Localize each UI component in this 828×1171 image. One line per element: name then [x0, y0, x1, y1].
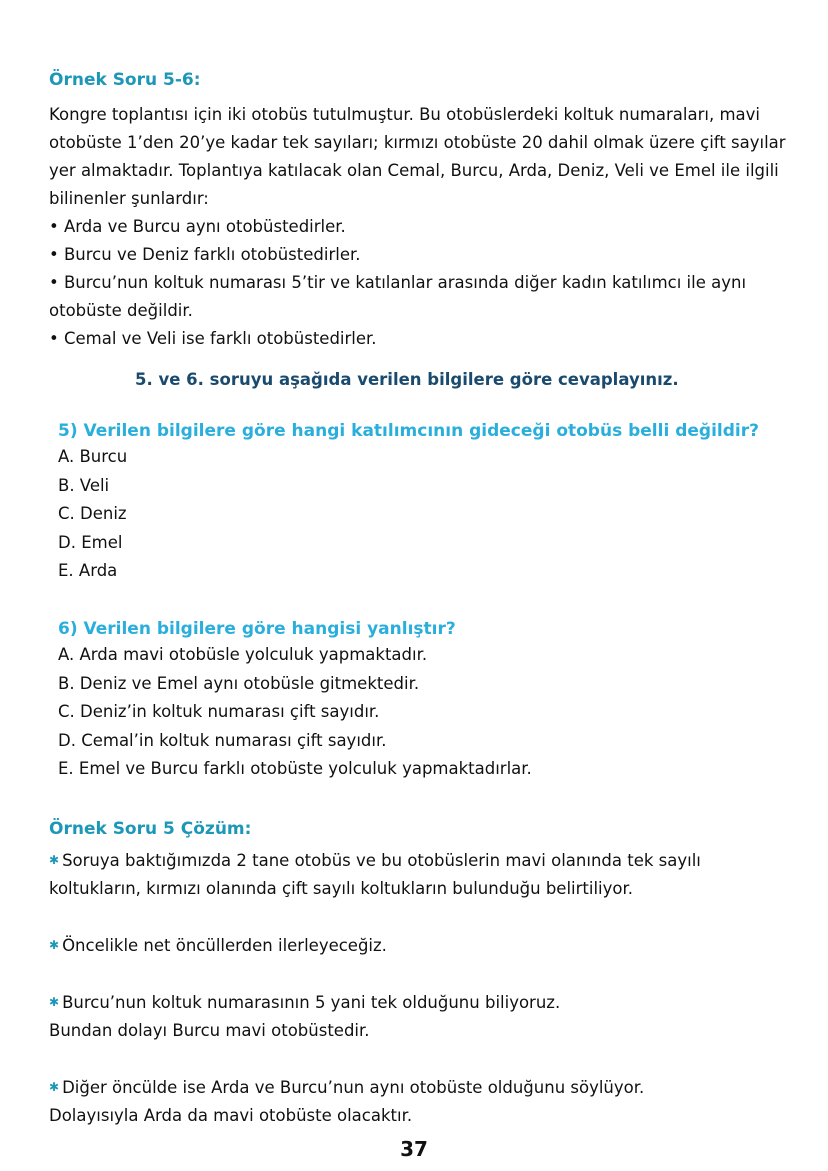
answer-option: D. Emel	[58, 532, 123, 552]
answer-option: E. Arda	[58, 561, 118, 580]
question-6	[58, 619, 798, 784]
solution-step-1	[49, 846, 794, 903]
solution-text: Soruya baktığımızda 2 tane otobüs ve bu otobüslerin mavi olanında tek sayılı koltukların, kırmızı olanında çift sayılı koltukların bulunduğu belirtiliyor.	[49, 851, 701, 898]
question-5-options	[58, 443, 798, 586]
intro-block	[49, 101, 794, 353]
answer-option: A. Burcu	[58, 447, 128, 466]
solution-text: Dolayısıyla Arda da mavi otobüste olacaktır.	[49, 1106, 413, 1125]
instruction-note: 5. ve 6. soruyu aşağıda verilen bilgilere göre cevaplayınız.	[135, 370, 679, 389]
solution-text: Öncelikle net öncüllerden ilerleyeceğiz.	[62, 936, 387, 955]
answer-option: C. Deniz	[58, 504, 127, 523]
answer-option: C. Deniz’in koltuk numarası çift sayıdır.	[58, 702, 380, 721]
answer-option: B. Deniz ve Emel aynı otobüsle gitmektedir.	[58, 673, 420, 693]
intro-bullet: • Arda ve Burcu aynı otobüstedirler.	[49, 217, 346, 236]
question-6-options	[58, 641, 798, 784]
bullet-icon: ✱	[49, 1080, 60, 1094]
intro-paragraph: Kongre toplantısı için iki otobüs tutulmuştur. Bu otobüslerdeki koltuk numaraları, mavi otobüste 1’den 20’ye kadar tek sayıları; kırmızı otobüste 20 dahil olmak üzere çift sayılar yer almaktadır. Toplantıya katılacak olan Cemal, Burcu, Arda, Deniz, Veli ve Emel ile ilgili bilinenler şunlardır:	[49, 105, 786, 208]
question-5	[58, 421, 798, 586]
answer-option: A. Arda mavi otobüsle yolculuk yapmaktadır.	[58, 645, 428, 664]
intro-bullet: • Burcu’nun koltuk numarası 5’tir ve katılanlar arasında diğer kadın katılımcı ile aynı otobüste değildir.	[49, 273, 747, 320]
answer-option: B. Veli	[58, 475, 110, 495]
solution-step-2	[49, 931, 794, 960]
example-heading: Örnek Soru 5-6:	[49, 70, 201, 90]
solution-step-3	[49, 988, 794, 1045]
solution-heading: Örnek Soru 5 Çözüm:	[49, 819, 252, 839]
page-number: 37	[400, 1137, 428, 1161]
question-5-title: 5) Verilen bilgilere göre hangi katılımcının gideceği otobüs belli değildir?	[58, 421, 759, 441]
solution-text: Bundan dolayı Burcu mavi otobüstedir.	[49, 1021, 370, 1040]
bullet-icon: ✱	[49, 995, 60, 1009]
solution-text: Diğer öncülde ise Arda ve Burcu’nun aynı otobüste olduğunu söylüyor.	[62, 1078, 645, 1097]
solution-step-4	[49, 1073, 794, 1130]
question-6-title: 6) Verilen bilgilere göre hangisi yanlıştır?	[58, 619, 456, 639]
solution-text: Burcu’nun koltuk numarasının 5 yani tek olduğunu biliyoruz.	[62, 993, 561, 1012]
answer-option: D. Cemal’in koltuk numarası çift sayıdır.	[58, 730, 387, 750]
bullet-icon: ✱	[49, 938, 60, 952]
answer-option: E. Emel ve Burcu farklı otobüste yolculuk yapmaktadırlar.	[58, 759, 532, 778]
intro-bullet: • Cemal ve Veli ise farklı otobüstedirler.	[49, 329, 377, 348]
intro-bullet: • Burcu ve Deniz farklı otobüstedirler.	[49, 245, 361, 264]
bullet-icon: ✱	[49, 853, 60, 867]
